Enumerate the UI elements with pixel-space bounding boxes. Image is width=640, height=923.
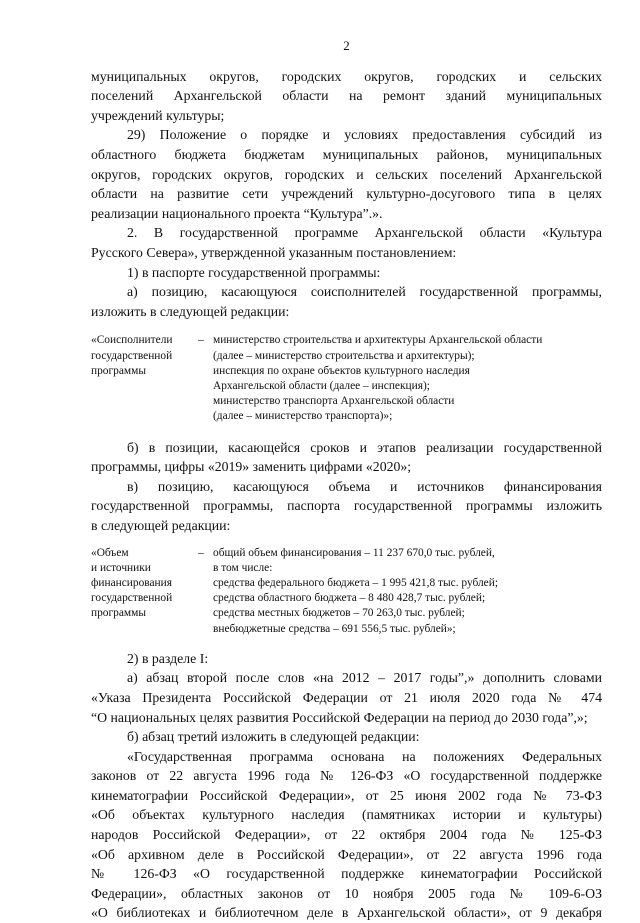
table-content-column [213,333,602,424]
table-label-line: программы [91,364,146,377]
table-dash: – [198,546,204,559]
co-executors-table [91,333,602,424]
table-content-line: средства федерального бюджета – 1 995 421,8 тыс. рублей; [213,576,499,589]
text-line: 29) Положение о порядке и условиях предоставления субсидий из [127,127,602,143]
table-content-line: в том числе: [213,561,273,574]
subsection-2b: б) абзац третий изложить в следующей редакции: [127,729,420,745]
text-line: государственной программы, паспорта государственной программы изложить [91,498,602,514]
table-label-line: государственной [91,349,173,362]
text-line: № 126-ФЗ «О государственной поддержке кинематографии Российской [91,866,602,882]
table-label-line: «Объем [91,546,129,559]
text-line: б) в позиции, касающейся сроков и этапов реализации государственной [127,439,602,455]
table-dash: – [198,334,204,347]
text-line: Русского Севера», утвержденной указанным постановлением: [91,244,457,260]
table-label-line: «Соисполнители [91,334,173,347]
table-label-column [91,546,189,637]
table-content-line: инспекция по охране объектов культурного наследия [213,364,470,377]
table-content-line: министерство строительства и архитектуры Архангельской области [213,334,543,347]
table-content-line: внебюджетные средства – 691 556,5 тыс. рублей»; [213,622,456,635]
text-line: в) позицию, касающуюся объема и источников финансирования [127,478,602,494]
item-29-paragraph [91,125,602,223]
text-line: областного бюджета бюджетам муниципальных районов, муниципальных [91,146,602,162]
table-content-line: министерство транспорта Архангельской области [213,395,455,408]
subsection-1: 1) в паспорте государственной программы: [127,264,381,280]
intro-paragraph [91,67,602,126]
table-content-line: общий объем финансирования – 11 237 670,0 тыс. рублей, [213,546,495,559]
text-line: кинематографии Российской Федерации», от 25 июня 2002 года № 73-ФЗ [91,787,602,803]
table-content-line: средства местных бюджетов – 70 263,0 тыс. рублей; [213,607,465,620]
text-line: муниципальных округов, городских округов, городских и сельских [91,68,602,84]
text-line: учреждений культуры; [91,107,225,123]
quoted-paragraph [91,747,602,923]
text-line: «О библиотеках и библиотечном деле в Архангельской области», от 9 декабря [91,905,602,921]
table-content-line: (далее – министерство строительства и архитектуры); [213,349,475,362]
table-label-line: программы [91,607,146,620]
text-line: 2. В государственной программе Архангельской области «Культура [127,225,602,241]
text-line: округов, городских округов, городских и сельских поселений Архангельской [91,166,602,182]
text-line: поселений Архангельской области на ремонт зданий муниципальных [91,88,602,104]
table-label-line: финансирования [91,576,172,589]
table-content-line: Архангельской области (далее – инспекция); [213,379,430,392]
financing-table [91,546,602,637]
text-line: народов Российской Федерации», от 22 октября 2004 года № 125-ФЗ [91,827,602,843]
text-line: «Об архивном деле в Российской Федерации», от 22 августа 1996 года [91,846,602,862]
text-line: «Об объектах культурного наследия (памятниках истории и культуры) [91,807,602,823]
text-line: в следующей редакции: [91,517,231,533]
text-line: законов от 22 августа 1996 года № 126-ФЗ «О государственной поддержке [91,768,602,784]
table-label-column [91,333,189,424]
text-line: реализации национального проекта “Культура”.». [91,205,383,221]
table-content-line: средства областного бюджета – 8 480 428,7 тыс. рублей; [213,592,486,605]
text-line: программы, цифры «2019» заменить цифрами «2020»; [91,459,412,475]
table-content-line: (далее – министерство транспорта)»; [213,410,393,423]
table-label-line: и источники [91,561,151,574]
subsection-2: 2) в разделе I: [127,650,209,666]
subsection-b-paragraph [91,438,602,477]
table-label-line: государственной [91,592,173,605]
subsection-2a-paragraph [91,668,602,727]
subsection-a-paragraph [91,282,602,321]
subsection-v-paragraph [91,477,602,536]
text-line: области на развитие сети учреждений культурно-досугового типа в целях [91,186,602,202]
text-line: «Государственная программа основана на положениях Федеральных [127,748,602,764]
section-2-paragraph [91,223,602,262]
text-line: а) абзац второй после слов «на 2012 – 2017 годы”,» дополнить словами [127,670,602,686]
text-line: а) позицию, касающуюся соисполнителей государственной программы, [127,284,602,300]
page-number: 2 [343,38,350,53]
text-line: изложить в следующей редакции: [91,303,290,319]
text-line: Федерации», областных законов от 10 ноября 2005 года № 109-6-ОЗ [91,885,602,901]
table-content-column [213,546,602,637]
text-line: “О национальных целях развития Российской Федерации на период до 2030 года”,»; [91,709,588,725]
text-line: «Указа Президента Российской Федерации от 21 июля 2020 года № 474 [91,689,602,705]
